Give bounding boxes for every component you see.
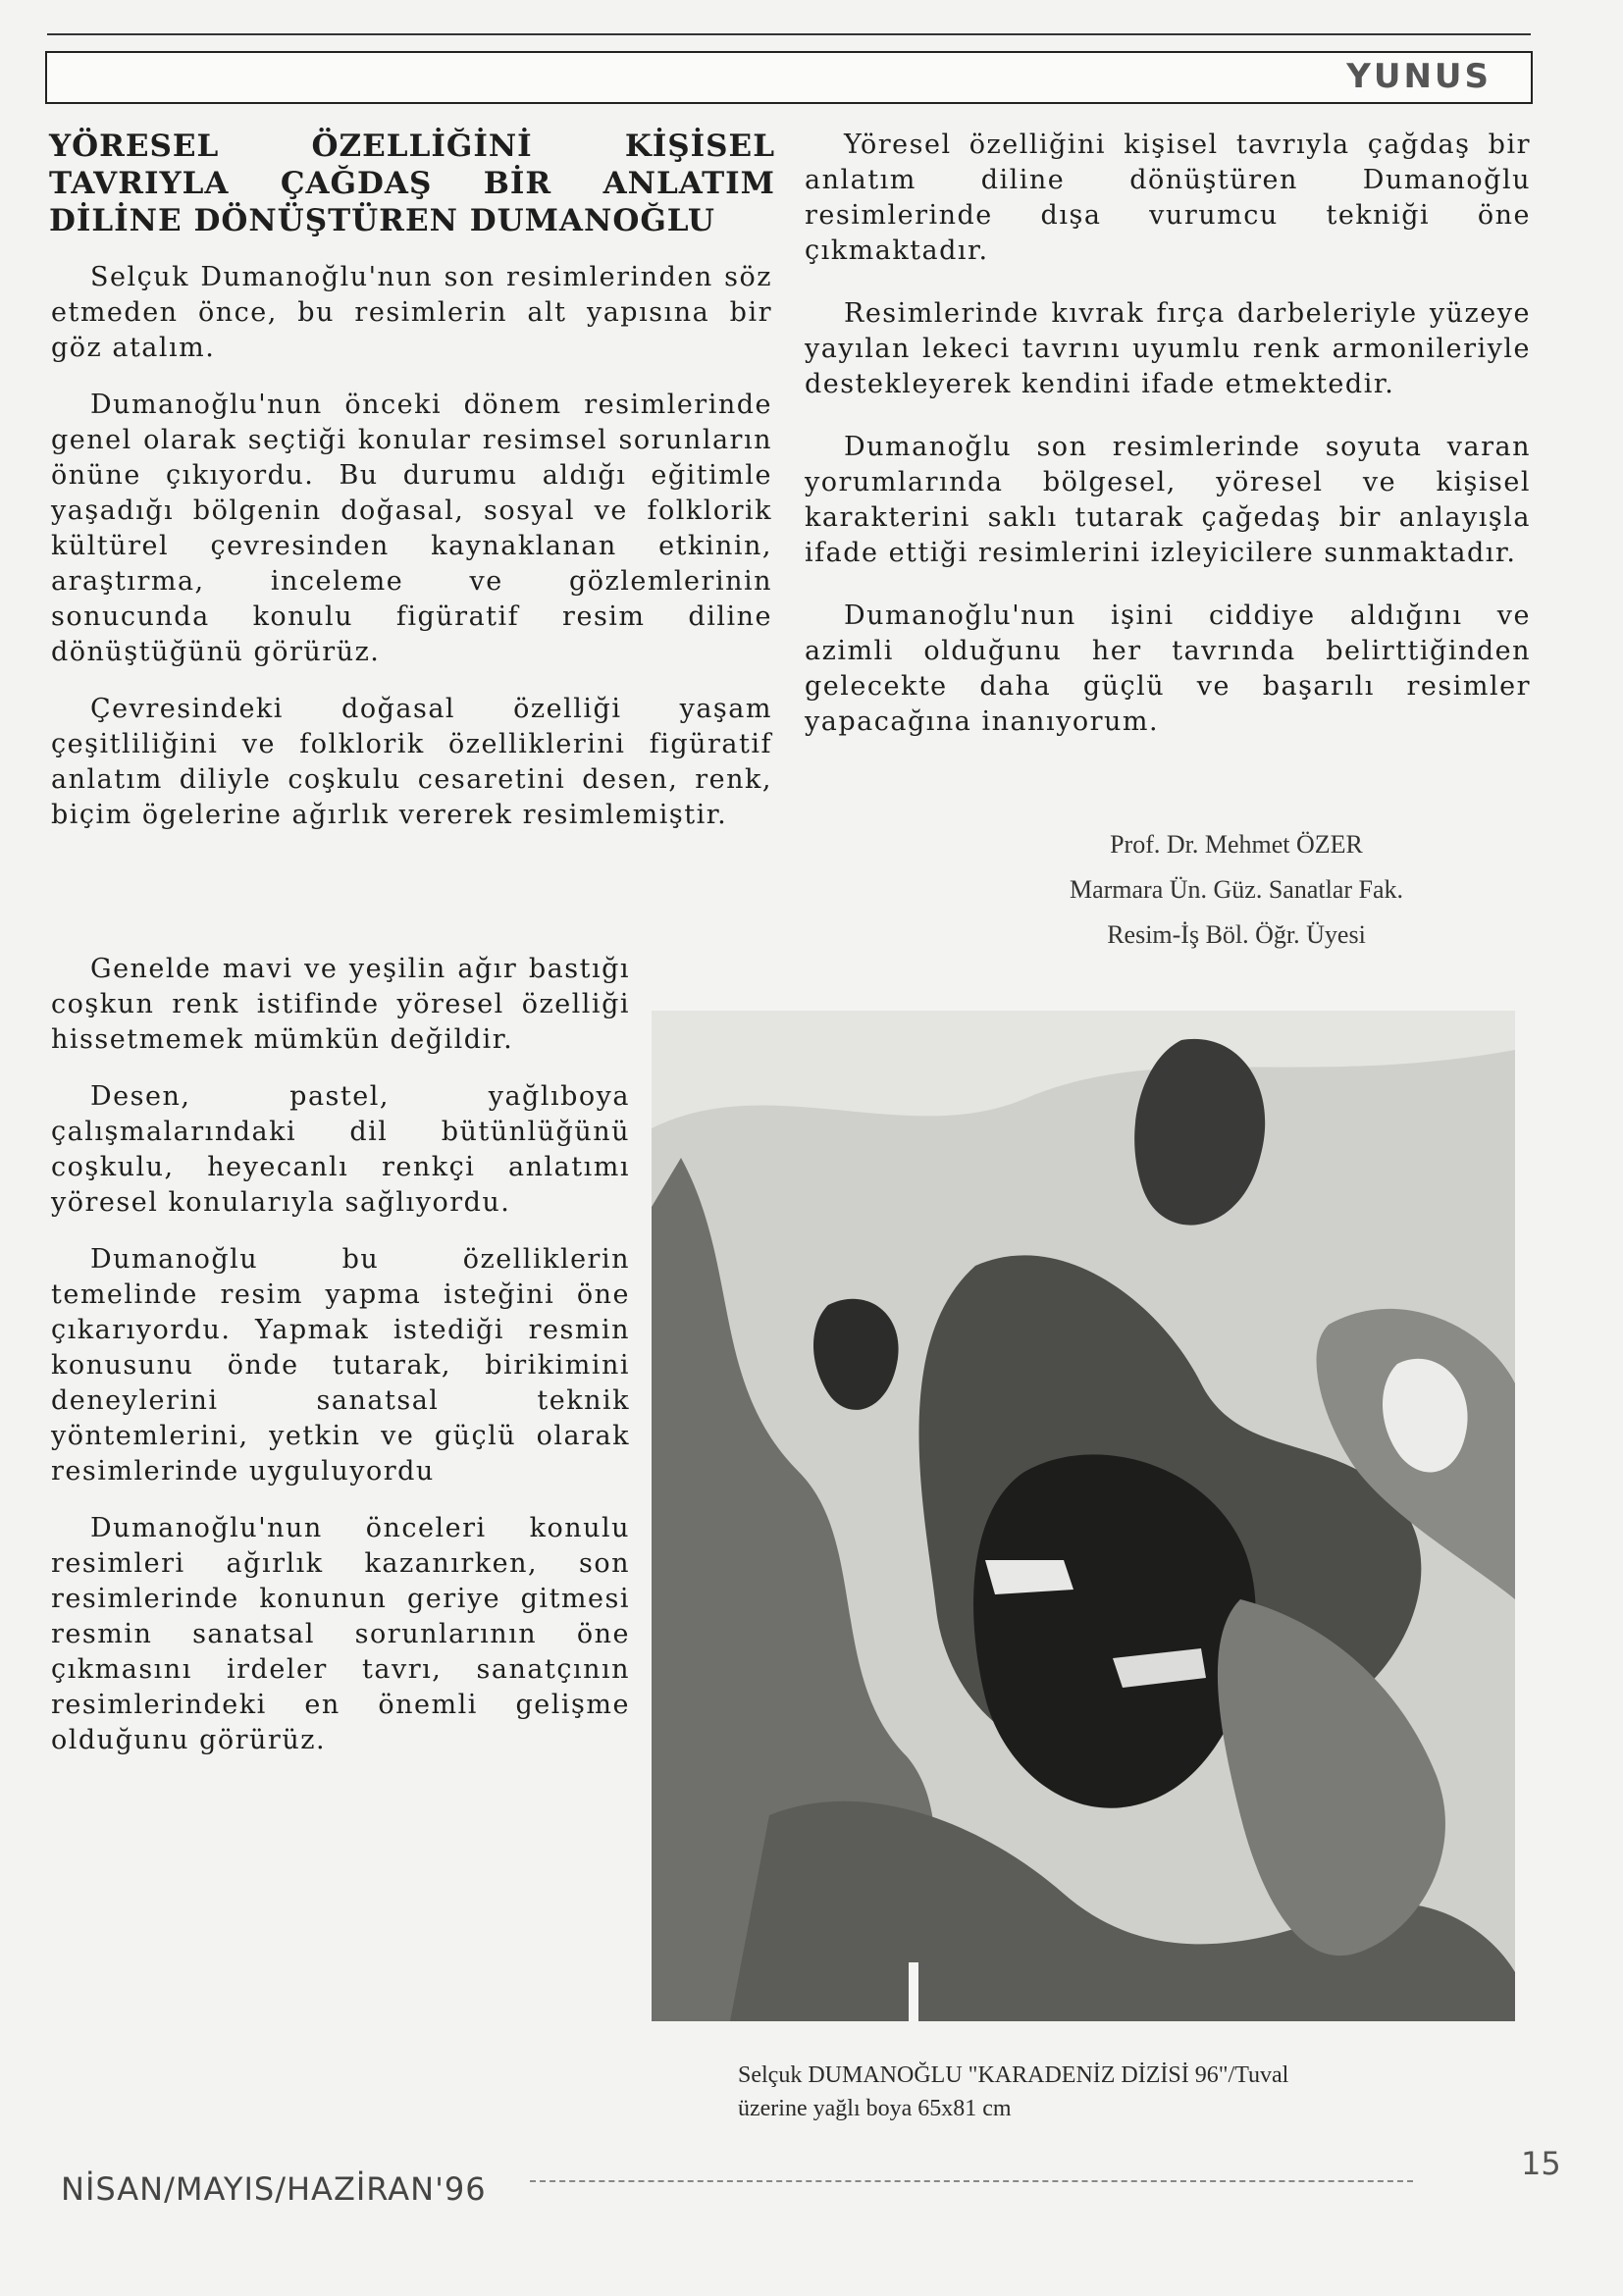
paragraph: Dumanoğlu son resimlerinde soyuta varan yorumlarında bölgesel, yöresel ve kişisel karakterini saklı tutarak çağedaş bir anlayışla ifade ettiği resimlerini izleyicilere sunmaktadır. <box>805 432 1531 568</box>
paragraph: Resimlerinde kıvrak fırça darbeleriyle yüzeye yayılan lekeci tavrını uyumlu renk armonileriyle destekleyerek kendini ifade etmektedir. <box>805 298 1531 399</box>
figure-caption <box>738 2059 1503 2125</box>
paragraph: Yöresel özelliğini kişisel tavrıyla çağdaş bir anlatım diline dönüştüren Dumanoğlu resimlerinde dışa vurumcu tekniği öne çıkmaktadır. <box>805 130 1531 266</box>
left-column-mid <box>51 952 630 1780</box>
author-department: Resim-İş Böl. Öğr. Üyesi <box>1107 920 1366 949</box>
article-headline: YÖRESEL ÖZELLİĞİNİ KİŞİSEL TAVRIYLA ÇAĞDAŞ BİR ANLATIM DİLİNE DÖNÜŞTÜREN DUMANOĞLU <box>49 129 775 238</box>
header-bar <box>45 51 1533 104</box>
paragraph: Selçuk Dumanoğlu'nun son resimlerinden söz etmeden önce, bu resimlerin alt yapısına bir göz atalım. <box>51 262 772 363</box>
author-name: Prof. Dr. Mehmet ÖZER <box>1110 830 1363 859</box>
page-number: 15 <box>1521 2145 1561 2182</box>
paragraph: Dumanoğlu'nun önceleri konulu resimleri ağırlık kazanırken, son resimlerinde konunun geriye gitmesi resmin sanatsal sorunlarının öne çıkmasını irdeler tavrı, sanatçının resimlerindeki en önemli gelişme olduğunu görürüz. <box>51 1513 630 1755</box>
left-column-top <box>51 260 772 855</box>
paragraph: Genelde mavi ve yeşilin ağır bastığı coşkun renk istifinde yöresel özelliği hissetmemek mümkün değildir. <box>51 954 630 1055</box>
header-top-rule <box>47 33 1531 35</box>
paragraph: Desen, pastel, yağlıboya çalışmalarındaki dil bütünlüğünü coşkulu, heyecanlı renkçi anlatımı yöresel konularıyla sağlıyordu. <box>51 1081 630 1218</box>
paragraph: Dumanoğlu bu özelliklerin temelinde resim yapma isteğini öne çıkarıyordu. Yapmak istediği resmin konusunu önde tutarak, birikimini deneylerini sanatsal teknik yöntemlerini, yetkin ve güçlü olarak resimlerinde uyguluyordu <box>51 1244 630 1487</box>
paragraph: Çevresindeki doğasal özelliği yaşam çeşitliliğini ve folklorik özelliklerini figüratif anlatım diliyle coşkulu cesaretini desen, renk, biçim ögelerine ağırlık vererek resimlemiştir. <box>51 694 772 830</box>
author-signature <box>942 822 1531 958</box>
paragraph: Dumanoğlu'nun önceki dönem resimlerinde genel olarak seçtiği konular resimsel sorunların önüne çıkıyordu. Bu durumu aldığı eğitimle yaşadığı bölgenin doğasal, sosyal ve folklorik kültürel çevresinden kaynaklanan etkinin, araştırma, inceleme ve gözlemlerinin sonucunda konulu figüratif resim diline dönüştüğünü görürüz. <box>51 390 772 667</box>
issue-date: NİSAN/MAYIS/HAZİRAN'96 <box>61 2170 487 2208</box>
paragraph: Dumanoğlu'nun işini ciddiye aldığını ve azimli olduğunu her tavrında belirttiğinden gelecekte daha güçlü ve başarılı resimler yapacağına inanıyorum. <box>805 600 1531 737</box>
caption-line: Selçuk DUMANOĞLU "KARADENİZ DİZİSİ 96"/Tuval <box>738 2062 1289 2088</box>
author-affiliation: Marmara Ün. Güz. Sanatlar Fak. <box>1069 875 1404 904</box>
right-column <box>805 128 1531 767</box>
magazine-name: YUNUS <box>1346 57 1492 96</box>
painting-artwork <box>652 1011 1515 2021</box>
painting-image <box>652 1011 1515 2021</box>
footer-rule <box>530 2180 1413 2182</box>
caption-line: üzerine yağlı boya 65x81 cm <box>738 2096 1012 2121</box>
